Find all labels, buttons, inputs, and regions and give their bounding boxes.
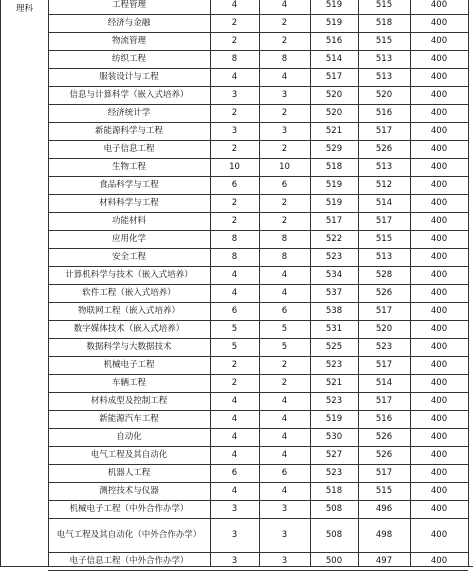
table-row (0, 500, 473, 518)
table-row (0, 302, 473, 320)
max-score-cell: 523 (325, 251, 343, 262)
max-score-cell: 518 (325, 161, 343, 172)
admitted-cell: 2 (281, 359, 288, 370)
admitted-cell: 8 (281, 233, 288, 244)
column-divider (0, 0, 1, 567)
category-cell: 理科 (16, 3, 34, 14)
max-score-cell: 519 (325, 179, 343, 190)
max-score-cell: 514 (325, 53, 343, 64)
min-score-cell: 526 (375, 449, 393, 460)
max-score-cell: 523 (325, 395, 343, 406)
line-cell: 400 (430, 287, 448, 298)
major-cell: 物流管理 (111, 35, 146, 46)
line-cell: 400 (430, 0, 448, 10)
min-score-cell: 513 (375, 251, 393, 262)
max-score-cell: 523 (325, 359, 343, 370)
major-cell: 数据科学与大数据技术 (86, 341, 172, 352)
max-score-cell: 518 (325, 485, 343, 496)
plan-cell: 5 (231, 341, 238, 352)
table-row (0, 266, 473, 284)
min-score-cell: 513 (375, 71, 393, 82)
plan-cell: 3 (231, 125, 238, 136)
min-score-cell: 513 (375, 161, 393, 172)
admitted-cell: 4 (281, 431, 288, 442)
min-score-cell: 517 (375, 125, 393, 136)
major-cell: 电气工程及其自动化（中外合作办学） (56, 529, 202, 540)
min-score-cell: 517 (375, 467, 393, 478)
line-cell: 400 (430, 413, 448, 424)
major-cell: 电子信息工程（中外合作办学） (69, 555, 189, 566)
max-score-cell: 521 (325, 377, 343, 388)
admitted-cell: 3 (281, 529, 288, 540)
major-cell: 经济统计学 (107, 107, 151, 118)
table-row (0, 410, 473, 428)
min-score-cell: 514 (375, 197, 393, 208)
max-score-cell: 519 (325, 17, 343, 28)
admitted-cell: 5 (281, 323, 288, 334)
min-score-cell: 496 (375, 503, 393, 514)
admitted-cell: 8 (281, 251, 288, 262)
max-score-cell: 527 (325, 449, 343, 460)
table-row (0, 122, 473, 140)
admitted-cell: 3 (281, 503, 288, 514)
max-score-cell: 522 (325, 233, 343, 244)
plan-cell: 3 (231, 555, 238, 566)
line-cell: 400 (430, 395, 448, 406)
max-score-cell: 523 (325, 467, 343, 478)
line-cell: 400 (430, 529, 448, 540)
admitted-cell: 2 (281, 17, 288, 28)
column-divider (410, 0, 411, 567)
admitted-cell: 2 (281, 35, 288, 46)
min-score-cell: 526 (375, 143, 393, 154)
column-divider (210, 0, 211, 567)
max-score-cell: 500 (325, 555, 343, 566)
table-row (0, 230, 473, 248)
admitted-cell: 6 (281, 179, 288, 190)
max-score-cell: 519 (325, 413, 343, 424)
plan-cell: 2 (231, 17, 238, 28)
line-cell: 400 (430, 107, 448, 118)
major-cell: 自动化 (116, 431, 142, 442)
max-score-cell: 517 (325, 215, 343, 226)
major-cell: 新能源汽车工程 (99, 413, 159, 424)
plan-cell: 3 (231, 503, 238, 514)
major-cell: 电子信息工程 (103, 143, 155, 154)
major-cell: 生物工程 (111, 161, 146, 172)
plan-cell: 4 (231, 449, 238, 460)
min-score-cell: 515 (375, 35, 393, 46)
max-score-cell: 538 (325, 305, 343, 316)
max-score-cell: 517 (325, 71, 343, 82)
admitted-cell: 8 (281, 53, 288, 64)
admitted-cell: 6 (281, 467, 288, 478)
min-score-cell: 515 (375, 485, 393, 496)
admitted-cell: 3 (281, 89, 288, 100)
table-row (0, 194, 473, 212)
table-row (0, 482, 473, 500)
plan-cell: 2 (231, 215, 238, 226)
plan-cell: 4 (231, 395, 238, 406)
plan-cell: 2 (231, 377, 238, 388)
max-score-cell: 508 (325, 529, 343, 540)
major-cell: 功能材料 (111, 215, 146, 226)
major-cell: 机器人工程 (107, 467, 151, 478)
table-row (0, 104, 473, 122)
admitted-cell: 2 (281, 197, 288, 208)
line-cell: 400 (430, 197, 448, 208)
column-divider (468, 0, 469, 567)
table-row (0, 14, 473, 32)
column-divider (48, 0, 49, 567)
admitted-cell: 4 (281, 71, 288, 82)
major-cell: 机械电子工程 (103, 359, 155, 370)
min-score-cell: 516 (375, 413, 393, 424)
plan-cell: 6 (231, 467, 238, 478)
plan-cell: 5 (231, 323, 238, 334)
max-score-cell: 534 (325, 269, 343, 280)
min-score-cell: 513 (375, 53, 393, 64)
plan-cell: 2 (231, 143, 238, 154)
min-score-cell: 518 (375, 17, 393, 28)
table-row (0, 86, 473, 104)
admitted-cell: 3 (281, 555, 288, 566)
plan-cell: 4 (231, 287, 238, 298)
plan-cell: 4 (231, 413, 238, 424)
line-cell: 400 (430, 449, 448, 460)
table-row (0, 446, 473, 464)
plan-cell: 8 (231, 251, 238, 262)
min-score-cell: 520 (375, 89, 393, 100)
line-cell: 400 (430, 467, 448, 478)
line-cell: 400 (430, 179, 448, 190)
plan-cell: 10 (229, 161, 240, 172)
major-cell: 材料科学与工程 (99, 197, 159, 208)
max-score-cell: 521 (325, 125, 343, 136)
plan-cell: 2 (231, 359, 238, 370)
table-row (0, 518, 473, 552)
admitted-cell: 10 (279, 161, 290, 172)
admitted-cell: 2 (281, 377, 288, 388)
min-score-cell: 520 (375, 323, 393, 334)
table-row (0, 338, 473, 356)
major-cell: 应用化学 (111, 233, 146, 244)
line-cell: 400 (430, 233, 448, 244)
table-row (0, 428, 473, 446)
major-cell: 软件工程（嵌入式培养） (82, 287, 176, 298)
line-cell: 400 (430, 161, 448, 172)
table-row (0, 50, 473, 68)
major-cell: 经济与金融 (107, 17, 151, 28)
table-row (0, 374, 473, 392)
table-row (0, 158, 473, 176)
admitted-cell: 5 (281, 341, 288, 352)
major-cell: 安全工程 (111, 251, 146, 262)
line-cell: 400 (430, 143, 448, 154)
major-cell: 车辆工程 (111, 377, 146, 388)
admitted-cell: 4 (281, 0, 288, 10)
column-divider (259, 0, 260, 567)
admitted-cell: 4 (281, 449, 288, 460)
admitted-cell: 4 (281, 395, 288, 406)
min-score-cell: 517 (375, 359, 393, 370)
min-score-cell: 498 (375, 529, 393, 540)
min-score-cell: 515 (375, 0, 393, 10)
major-cell: 材料成型及控制工程 (90, 395, 168, 406)
max-score-cell: 531 (325, 323, 343, 334)
line-cell: 400 (430, 431, 448, 442)
max-score-cell: 530 (325, 431, 343, 442)
plan-cell: 4 (231, 71, 238, 82)
table-row (0, 356, 473, 374)
plan-cell: 6 (231, 305, 238, 316)
max-score-cell: 519 (325, 197, 343, 208)
plan-cell: 8 (231, 53, 238, 64)
plan-cell: 4 (231, 431, 238, 442)
line-cell: 400 (430, 251, 448, 262)
max-score-cell: 525 (325, 341, 343, 352)
max-score-cell: 520 (325, 89, 343, 100)
major-cell: 服装设计与工程 (99, 71, 159, 82)
line-cell: 400 (430, 89, 448, 100)
min-score-cell: 517 (375, 395, 393, 406)
table-row (0, 68, 473, 86)
max-score-cell: 520 (325, 107, 343, 118)
min-score-cell: 514 (375, 377, 393, 388)
plan-cell: 3 (231, 89, 238, 100)
line-cell: 400 (430, 377, 448, 388)
table-row (0, 32, 473, 50)
line-cell: 400 (430, 503, 448, 514)
plan-cell: 4 (231, 269, 238, 280)
major-cell: 食品科学与工程 (99, 179, 159, 190)
line-cell: 400 (430, 269, 448, 280)
line-cell: 400 (430, 125, 448, 136)
line-cell: 400 (430, 215, 448, 226)
max-score-cell: 519 (325, 0, 343, 10)
column-divider (310, 0, 311, 567)
plan-cell: 4 (231, 0, 238, 10)
line-cell: 400 (430, 323, 448, 334)
plan-cell: 2 (231, 107, 238, 118)
plan-cell: 6 (231, 179, 238, 190)
max-score-cell: 508 (325, 503, 343, 514)
major-cell: 物联网工程（嵌入式培养） (77, 305, 180, 316)
table-row (0, 176, 473, 194)
line-cell: 400 (430, 359, 448, 370)
major-cell: 数字媒体技术（嵌入式培养） (73, 323, 185, 334)
table-row (0, 212, 473, 230)
table-row (0, 320, 473, 338)
admitted-cell: 2 (281, 107, 288, 118)
line-cell: 400 (430, 17, 448, 28)
line-cell: 400 (430, 555, 448, 566)
min-score-cell: 526 (375, 287, 393, 298)
admitted-cell: 6 (281, 305, 288, 316)
admitted-cell: 2 (281, 215, 288, 226)
admitted-cell: 4 (281, 413, 288, 424)
min-score-cell: 497 (375, 555, 393, 566)
plan-cell: 4 (231, 485, 238, 496)
min-score-cell: 526 (375, 431, 393, 442)
table-row (0, 248, 473, 266)
admitted-cell: 4 (281, 485, 288, 496)
admitted-cell: 3 (281, 125, 288, 136)
line-cell: 400 (430, 305, 448, 316)
line-cell: 400 (430, 485, 448, 496)
line-cell: 400 (430, 71, 448, 82)
admitted-cell: 4 (281, 269, 288, 280)
min-score-cell: 517 (375, 215, 393, 226)
table-row (0, 284, 473, 302)
min-score-cell: 515 (375, 233, 393, 244)
major-cell: 工程管理 (111, 0, 146, 10)
table-row (0, 140, 473, 158)
major-cell: 电气工程及其自动化 (90, 449, 168, 460)
column-divider (358, 0, 359, 567)
plan-cell: 8 (231, 233, 238, 244)
plan-cell: 2 (231, 197, 238, 208)
table-row (0, 0, 473, 14)
table-row (0, 464, 473, 482)
max-score-cell: 537 (325, 287, 343, 298)
major-cell: 测控技术与仪器 (99, 485, 159, 496)
line-cell: 400 (430, 341, 448, 352)
table-row (0, 392, 473, 410)
min-score-cell: 512 (375, 179, 393, 190)
major-cell: 机械电子工程（中外合作办学） (69, 503, 189, 514)
major-cell: 纺织工程 (111, 53, 146, 64)
min-score-cell: 517 (375, 305, 393, 316)
admitted-cell: 4 (281, 287, 288, 298)
min-score-cell: 516 (375, 107, 393, 118)
line-cell: 400 (430, 35, 448, 46)
plan-cell: 3 (231, 529, 238, 540)
line-cell: 400 (430, 53, 448, 64)
major-cell: 计算机科学与技术（嵌入式培养） (65, 269, 193, 280)
min-score-cell: 523 (375, 341, 393, 352)
admitted-cell: 2 (281, 143, 288, 154)
max-score-cell: 516 (325, 35, 343, 46)
max-score-cell: 529 (325, 143, 343, 154)
plan-cell: 2 (231, 35, 238, 46)
major-cell: 信息与计算科学（嵌入式培养） (69, 89, 189, 100)
major-cell: 新能源科学与工程 (94, 125, 163, 136)
min-score-cell: 528 (375, 269, 393, 280)
table-row (0, 552, 473, 570)
